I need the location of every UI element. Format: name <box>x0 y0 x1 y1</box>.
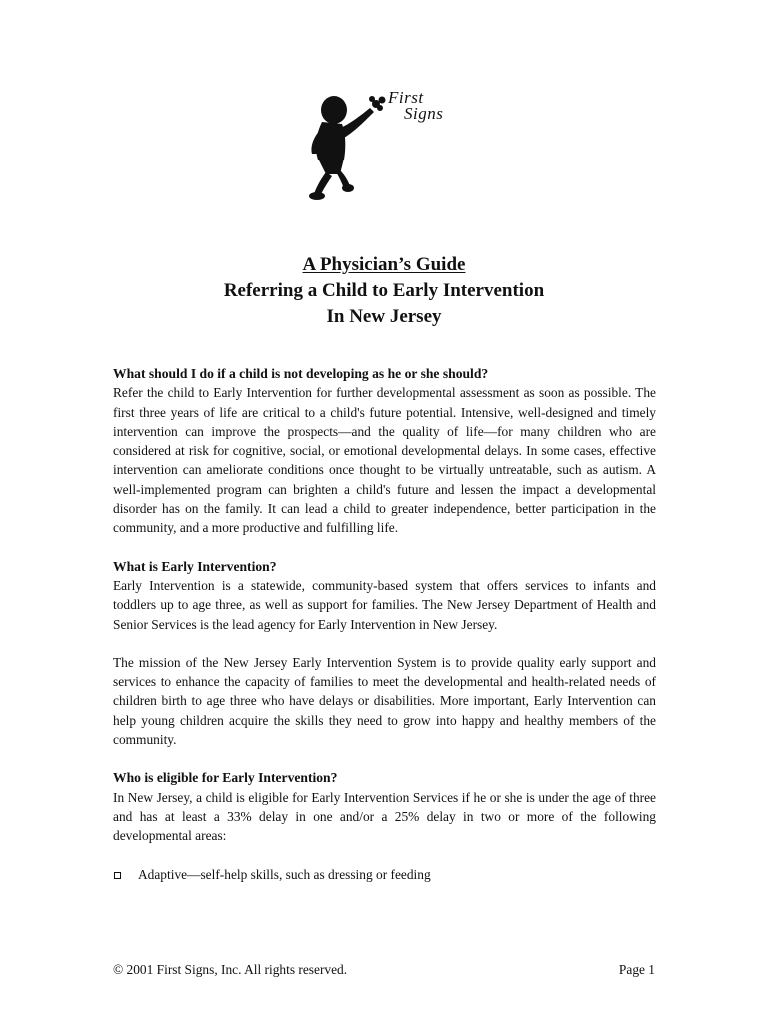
section-paragraph-what-to-do: Refer the child to Early Intervention for further developmental assessment as soon as possible. The first three years of life are critical to a child's future potential. Intensive, well-designed and timely intervention can improve the prospects—and the quality of life—for many children who are considered at risk for cognitive, social, or emotional developmental delays. In some cases, effective intervention can ameliorate conditions once thought to be virtually untreatable, such as autism. A well-implemented program can brighten a child's future and lessen the impact a developmental disorder has on the family. It can lead a child to greater independence, better participation in the community, and a more productive and fulfilling life. <box>113 385 656 536</box>
logo-text-signs: Signs <box>404 104 444 123</box>
document-body <box>113 364 656 884</box>
first-signs-logo <box>300 88 472 206</box>
section-paragraph-what-is-ei: Early Intervention is a statewide, community-based system that offers services to infants and toddlers up to age three, as well as support for families. The New Jersey Department of Health and Senior Services is the lead agency for Early Intervention in New Jersey. <box>113 577 656 632</box>
section-heading-eligibility: Who is eligible for Early Intervention? <box>113 770 338 786</box>
logo-text-first: First <box>388 88 424 107</box>
list-item-text: Adaptive—self-help skills, such as dressing or feeding <box>138 866 431 882</box>
page-number: Page 1 <box>618 962 655 977</box>
document-title <box>0 252 768 330</box>
section-paragraph-eligibility: In New Jersey, a child is eligible for Early Intervention Services if he or she is under the age of three and has at least a 33% delay in one and/or a 25% delay in two or more of the following developmental areas: <box>113 789 656 844</box>
child-silhouette-icon <box>300 88 472 206</box>
title-line-2: Referring a Child to Early Intervention <box>223 280 545 301</box>
title-line-1: A Physician’s Guide <box>302 254 466 275</box>
checkbox-bullet-icon <box>114 872 121 879</box>
title-line-3: In New Jersey <box>326 306 442 327</box>
section-heading-what-to-do: What should I do if a child is not developing as he or she should? <box>113 366 489 381</box>
list-item <box>113 865 656 884</box>
section-heading-what-is-ei: What is Early Intervention? <box>113 558 277 574</box>
developmental-areas-list <box>113 865 656 884</box>
copyright-notice: © 2001 First Signs, Inc. All rights reserved. <box>113 962 348 977</box>
section-paragraph-mission: The mission of the New Jersey Early Intervention System is to provide quality early support and services to enhance the capacity of families to meet the developmental and health-related needs of children birth to age three who have delays or disabilities. More important, Early Intervention can help young children acquire the skills they need to grow into happy and healthy members of the community. <box>113 654 656 748</box>
